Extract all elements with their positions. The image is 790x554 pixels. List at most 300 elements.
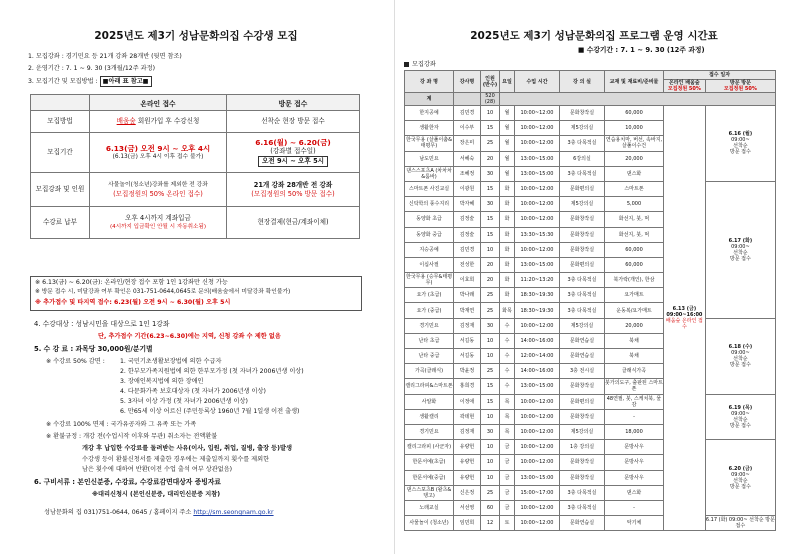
homepage-link[interactable]: http://sm.seongnam.go.kr <box>193 509 274 516</box>
day: 월 <box>500 121 515 136</box>
online-courses: 사물놀이(청소년)강좌를 제외한 전 강좌 <box>108 181 208 188</box>
recruitment-notice-page <box>0 0 392 554</box>
online-date-cell <box>664 106 706 531</box>
capacity: 15 <box>481 121 500 136</box>
class-time: 11:20~13:20 <box>515 273 560 288</box>
section-4: 4. 수강대상 : 성남시민을 대상으로 1인 1강좌 <box>34 320 170 328</box>
instructor: 유량헌 <box>454 455 481 470</box>
capacity: 30 <box>481 424 500 439</box>
materials: 60,000 <box>605 242 664 257</box>
course-name: 경기민요 <box>405 318 454 333</box>
course-name: 난타 중급 <box>405 349 454 364</box>
classroom: 3층 다목적실 <box>560 288 605 303</box>
class-time: 13:00~15:00 <box>515 257 560 272</box>
capacity: 15 <box>481 227 500 242</box>
course-name: 동양화 초급 <box>405 212 454 227</box>
course-name: 댄스스포츠A (차차차&룸바) <box>406 167 452 180</box>
section-4-note: 단, 추가접수 기간(6.23~6.30)에는 지역, 신청 강좌 수 제한 없음 <box>98 333 281 340</box>
visit-date-cell <box>705 394 775 440</box>
instructor: 이수부 <box>454 121 481 136</box>
classroom: 3층 전시실 <box>560 364 605 379</box>
capacity: 30 <box>481 197 500 212</box>
class-time: 10:00~12:00 <box>515 440 560 455</box>
materials: 요가매트 <box>605 288 664 303</box>
materials: 20,000 <box>605 318 664 333</box>
day: 수 <box>500 318 515 333</box>
online-cell <box>90 133 227 173</box>
course-name: 한국무용 (살풀이춤&태평무) <box>405 137 453 150</box>
visit-line2: 09:00~ <box>731 471 750 478</box>
visit-line2: 09:00~ <box>731 137 750 144</box>
classroom: 제5강의실 <box>560 424 605 439</box>
col-online-header: 온라인 접수 <box>90 95 227 111</box>
total-value: 520 (28) <box>481 93 500 106</box>
visit-cell <box>227 133 360 173</box>
section-6-note: ※대리신청시 (본인신분증, 대리인신분증 지참) <box>92 491 221 498</box>
course-name: 경기민요 <box>405 424 454 439</box>
instructor: 전성한 <box>454 257 481 272</box>
class-time: 10:00~12:00 <box>515 409 560 424</box>
classroom: 문화창작실 <box>560 470 605 485</box>
materials: 18,000 <box>605 424 664 439</box>
row-header: 모집강좌 및 인원 <box>31 173 90 207</box>
day: 화 <box>500 273 515 288</box>
course-name: 댄스스포츠B (왈츠&탱고) <box>405 485 454 500</box>
instructor: 김정술 <box>454 227 481 242</box>
classroom: 3층 다목적실 <box>560 485 605 500</box>
note-3: ※ 추가접수 및 타지역 접수: 6.23(월) 오전 9시 ~ 6.30(월) 오후 5시 <box>35 299 231 306</box>
capacity: 10 <box>481 242 500 257</box>
instructor: 홍희경 <box>454 379 481 394</box>
capacity: 10 <box>481 333 500 348</box>
day: 화목 <box>500 303 515 318</box>
instructor: 임민희 <box>454 516 481 531</box>
fee-free: ※ 수강료 100% 면제 : 국가유공자와 그 유족 또는 가족 <box>46 421 197 428</box>
day: 금 <box>500 455 515 470</box>
course-name: 생활한자 <box>405 121 454 136</box>
fee-item: 6. 만65세 이상 어르신 (주민등록상 1960년 7월 1일생 이전 출생) <box>120 408 300 415</box>
class-time: 18:30~19:30 <box>515 288 560 303</box>
instructor: 서혜숙 <box>454 151 481 166</box>
classroom: 문화연습실 <box>560 333 605 348</box>
note-1: ※ 6.13(금) ~ 6.20(금): 온라인/현장 접수 포함 1인 1강좌만 신청 가능 <box>35 279 228 286</box>
instructor: 서길동 <box>454 333 481 348</box>
item-3-text: 3. 모집기간 및 모집방법 : <box>28 78 100 85</box>
materials: 5,000 <box>605 197 664 212</box>
course-name: 캘리그라피 (사군자) <box>405 440 454 455</box>
class-time: 10:00~12:00 <box>515 394 560 409</box>
fee-item: 3. 장애인복지법에 의한 장애인 <box>120 378 204 385</box>
visit-date: 6.17 (화) <box>728 237 753 244</box>
instructor: 곽데현 <box>454 409 481 424</box>
capacity: 10 <box>481 455 500 470</box>
notes-box <box>30 276 362 311</box>
capacity: 15 <box>481 212 500 227</box>
online-cell: 배움숲 회원가입 후 수강신청 <box>90 111 227 133</box>
class-time: 10:00~12:00 <box>515 197 560 212</box>
instructor: 이효희 <box>454 273 481 288</box>
online-date: 6.13 (금) <box>672 306 697 313</box>
instructor: 김민경 <box>454 106 481 121</box>
materials: 북채 <box>605 333 664 348</box>
capacity: 30 <box>481 166 500 181</box>
footer-contact: 성남문화의 집 031)751-0644, 0645 / 홈페이지 주소 <box>44 509 192 516</box>
visit-line3: 선착순 <box>733 416 748 423</box>
row-header: 모집방법 <box>31 111 90 133</box>
course-name: 노래교실 <box>405 500 454 515</box>
baeumsup-link[interactable]: 배움숲 <box>116 117 136 125</box>
table-row <box>405 440 776 455</box>
instructor: 김정술 <box>454 212 481 227</box>
capacity: 15 <box>481 181 500 196</box>
day: 월 <box>500 151 515 166</box>
course-name: 사알화 <box>405 394 454 409</box>
visit-line2: 09:00~ <box>731 243 750 250</box>
class-time: 13:00~15:00 <box>515 151 560 166</box>
schedule-table <box>404 70 776 531</box>
instructor: 장은미 <box>454 136 481 151</box>
visit-line2: 09:00~ <box>731 350 750 357</box>
course-name: 스마트폰 사진교실 <box>405 181 454 196</box>
online-time: 09:00~16:00 <box>666 312 703 319</box>
instructor: 박나래 <box>454 288 481 303</box>
section-label-text: 모집강좌 <box>412 61 436 68</box>
day: 수 <box>500 333 515 348</box>
capacity: 10 <box>481 409 500 424</box>
refund-rule-4: 남은 횟수에 대하여 반환(이전 수업 출석 여부 상관없음) <box>82 466 233 473</box>
right-title: 2025년도 제3기 성남문화의집 프로그램 운영 시간표 <box>470 30 718 42</box>
class-time: 10:00~12:00 <box>515 212 560 227</box>
row-header: 모집기간 <box>31 133 90 173</box>
day: 금 <box>500 485 515 500</box>
section-6: 6. 구비서류 : 본인신분증, 수강료, 수강료감면대상자 증빙자료 <box>34 478 221 486</box>
materials: 20,000 <box>605 151 664 166</box>
classroom: 3층 다목적실 <box>560 273 605 288</box>
materials: - <box>605 409 664 424</box>
class-time: 15:00~17:00 <box>515 485 560 500</box>
last-visit-cell: 6.17 (화) 09:00~ 선착순 방문 접수 <box>705 517 775 530</box>
day: 화 <box>500 288 515 303</box>
materials: 문방사우 <box>605 440 664 455</box>
instructor: 이광원 <box>454 181 481 196</box>
instructor: 유량헌 <box>454 440 481 455</box>
table-row <box>405 394 776 409</box>
refund-rule: ※ 환불규정 : 개강 전(수업시작 이후와 무관) 취소자는 전액환불 <box>46 433 218 440</box>
capacity: 60 <box>481 500 500 515</box>
th-visit-label: 방문 방문 <box>729 80 751 86</box>
schedule-page <box>398 0 790 554</box>
classroom: 제5강의실 <box>560 197 605 212</box>
classroom: 문화편의실 <box>560 394 605 409</box>
left-title: 2025년도 제3기 성남문화의집 수강생 모집 <box>94 30 298 42</box>
instructor: 유량헌 <box>454 470 481 485</box>
th-visit <box>705 80 775 93</box>
online-cell <box>90 173 227 207</box>
day: 월 <box>500 106 515 121</box>
day: 목 <box>500 394 515 409</box>
visit-date-cell <box>705 106 775 182</box>
instructor: 서길동 <box>454 349 481 364</box>
th-online <box>664 80 706 93</box>
online-cell <box>90 207 227 239</box>
total-row <box>405 93 776 106</box>
materials: 댄스화 <box>605 166 664 181</box>
visit-line4: 방문 접수 <box>729 149 751 156</box>
class-time: 10:00~12:00 <box>515 181 560 196</box>
section-label <box>404 60 436 69</box>
table-row <box>31 133 360 173</box>
fee-item: 2. 한부모가족지원법에 의한 한부모가정 (첫 자녀가 2006년생 이상) <box>120 368 304 375</box>
classroom: 문화창작실 <box>560 455 605 470</box>
capacity: 20 <box>481 151 500 166</box>
th-capacity: 인원 (반수) <box>481 71 500 93</box>
table-row <box>405 516 776 531</box>
right-subtitle: ■ 수강기간 : 7. 1 ~ 9. 30 (12주 과정) <box>578 46 705 54</box>
classroom: 1층 강의실 <box>560 440 605 455</box>
instructor: 조혜정 <box>454 166 481 181</box>
class-time: 13:00~15:00 <box>515 470 560 485</box>
classroom: 문화창작실 <box>560 227 605 242</box>
th-day: 요일 <box>500 71 515 93</box>
fee-item: 5. 3자녀 이상 가정 (첫 자녀가 2006년생 이상) <box>120 398 248 405</box>
class-time: 13:00~15:00 <box>515 379 560 394</box>
online-payment: 오후 4시까지 계좌입금 <box>125 213 191 222</box>
capacity: 30 <box>481 318 500 333</box>
classroom: 문화편의실 <box>560 257 605 272</box>
materials: 붓가의도구, 출판된 스마트폰 <box>605 380 663 393</box>
visit-date-cell <box>705 181 775 318</box>
th-dates: 접수 일자 <box>664 71 776 80</box>
day: 화 <box>500 257 515 272</box>
class-time: 10:00~12:00 <box>515 500 560 515</box>
visit-date-cell <box>705 440 775 516</box>
visit-courses: 21개 강좌 28개반 전 강좌 <box>253 180 333 189</box>
th-time: 수업 시간 <box>515 71 560 93</box>
class-time: 10:00~12:00 <box>515 455 560 470</box>
th-course: 강 좌 명 <box>405 71 454 93</box>
capacity: 12 <box>481 516 500 531</box>
instructor: 김정재 <box>454 424 481 439</box>
visit-cell: 현장결제(현금/계좌이체) <box>227 207 360 239</box>
day: 화 <box>500 212 515 227</box>
day: 토 <box>500 516 515 531</box>
table-row <box>31 173 360 207</box>
table-row <box>31 207 360 239</box>
visit-line4: 방문 접수 <box>729 255 751 262</box>
day: 금 <box>500 470 515 485</box>
class-time: 10:00~12:00 <box>515 106 560 121</box>
item-2: 2. 운영기간 : 7. 1 ~ 9. 30 (3개월/12주 과정) <box>28 65 156 72</box>
course-name: 동양화 중급 <box>405 227 454 242</box>
classroom: 문화편의실 <box>560 181 605 196</box>
visit-date: 6.16 (월) <box>728 131 753 138</box>
visit-line3: 선착순 <box>733 143 748 150</box>
materials: - <box>605 500 664 515</box>
total-label: 계 <box>405 93 454 106</box>
table-corner <box>31 95 90 111</box>
classroom: 문화창작실 <box>560 409 605 424</box>
instructor: 박윤정 <box>454 364 481 379</box>
visit-period-note: (강좌별 접수일) <box>270 147 316 155</box>
visit-line3: 선착순 <box>733 249 748 256</box>
th-materials: 교재 및 재료비/준비물 <box>605 71 664 93</box>
day: 화 <box>500 197 515 212</box>
materials: 북가락(개인), 한삼 <box>605 273 664 288</box>
course-name: 캘리그라피&스마트폰 <box>405 379 454 394</box>
instructor: 박재연 <box>454 303 481 318</box>
square-bullet-icon <box>404 62 409 67</box>
online-payment-note: (4시까지 입금확인 안될 시 자동취소됨) <box>109 223 207 230</box>
course-name: 한국무용 (승무&태평무) <box>405 274 453 287</box>
visit-hours: 오전 9시 ~ 오후 5시 <box>258 156 328 167</box>
class-time: 14:00~16:00 <box>515 333 560 348</box>
day: 월 <box>500 166 515 181</box>
instructor: 김민경 <box>454 242 481 257</box>
materials: 악기체 <box>605 516 664 531</box>
materials: 문방사우 <box>605 455 664 470</box>
day: 화 <box>500 242 515 257</box>
visit-cell: 선착순 현장 방문 접수 <box>227 111 360 133</box>
capacity: 20 <box>481 257 500 272</box>
online-note: 배움숲 온라인 접수 <box>665 318 703 331</box>
th-online-quota: 모집정원 50% <box>667 86 701 92</box>
day: 화 <box>500 181 515 196</box>
th-room: 강 의 실 <box>560 71 605 93</box>
day: 수 <box>500 349 515 364</box>
materials: 북채 <box>605 349 664 364</box>
class-time: 10:00~12:00 <box>515 242 560 257</box>
th-visit-quota: 모집정원 50% <box>723 86 757 92</box>
instructor: 신은정 <box>454 485 481 500</box>
instructor: 박자혜 <box>454 197 481 212</box>
class-time: 13:00~15:00 <box>515 166 560 181</box>
total-empty <box>454 93 481 106</box>
refund-rule-3: 수강생 등이 환불신청서를 제출한 경우에는 제출일까지 횟수를 제외한 <box>82 456 270 463</box>
classroom: 제5강의실 <box>560 318 605 333</box>
th-instructor: 강사명 <box>454 71 481 93</box>
capacity: 10 <box>481 440 500 455</box>
materials: 스마트폰 <box>605 181 664 196</box>
class-time: 10:00~12:00 <box>515 121 560 136</box>
class-time: 10:00~12:00 <box>515 516 560 531</box>
day: 수 <box>500 364 515 379</box>
footer <box>44 508 274 517</box>
fee-item: 1. 국민기초생활보장법에 의한 수급자 <box>120 358 222 365</box>
course-name: 한지공예 <box>405 106 454 121</box>
materials: 화선지, 붓, 먹 <box>605 212 664 227</box>
course-name: 지승공예 <box>405 242 454 257</box>
row-header: 수강료 납부 <box>31 207 90 239</box>
visit-line4: 방문 접수 <box>729 422 751 429</box>
classroom: 3층 다목적실 <box>560 166 605 181</box>
class-time: 10:00~12:00 <box>515 136 560 151</box>
course-name: 신탁학의 풍수지리 <box>405 197 454 212</box>
day: 화 <box>500 227 515 242</box>
schedule-body <box>405 106 776 531</box>
materials: 48연필, 붓, 스케치북, 물감 <box>605 394 664 409</box>
online-period: 6.13(금) 오전 9시 ~ 오후 4시 <box>105 143 211 153</box>
online-quota: (모집정원의 50% 온라인 접수) <box>113 189 203 198</box>
materials: 연습용치마, 버선, 속바지, 살풀이수건 <box>605 137 663 150</box>
visit-date: 6.19 (목) <box>728 404 753 411</box>
method-badge: ■아래 표 참고■ <box>100 76 152 87</box>
course-name: 가곡(클래식) <box>405 364 454 379</box>
total-empty <box>500 93 776 106</box>
classroom: 문화창작실 <box>560 379 605 394</box>
course-name: 한문서예(중급) <box>405 470 454 485</box>
capacity: 25 <box>481 364 500 379</box>
day: 금 <box>500 500 515 515</box>
materials: 운동복/요가매트 <box>605 303 664 318</box>
day: 목 <box>500 409 515 424</box>
course-name: 한문서예(초급) <box>405 455 454 470</box>
classroom: 문화연습실 <box>560 349 605 364</box>
classroom: 제5강의실 <box>560 121 605 136</box>
classroom: 6강의실 <box>560 151 605 166</box>
visit-date: 6.18 (수) <box>728 344 753 351</box>
course-name: 요가 (초급) <box>405 288 454 303</box>
visit-line4: 방문 접수 <box>729 483 751 490</box>
class-time: 12:00~14:00 <box>515 349 560 364</box>
class-time: 18:30~19:30 <box>515 303 560 318</box>
materials: 60,000 <box>605 257 664 272</box>
classroom: 3층 다목적실 <box>560 303 605 318</box>
fee-item: 4. 다문화가족 보호대상자 (첫 자녀가 2006년생 이상) <box>120 388 266 395</box>
classroom: 3층 다목적실 <box>560 136 605 151</box>
instructor: 서선영 <box>454 500 481 515</box>
class-time: 10:00~12:00 <box>515 318 560 333</box>
refund-rule-2: 개강 후 납입한 수강료를 돌려받는 사유(이사, 입원, 취업, 질병, 출장 등)발생 <box>82 445 292 452</box>
day: 월 <box>500 136 515 151</box>
course-name: 남도민요 <box>405 151 454 166</box>
classroom: 문화창작실 <box>560 106 605 121</box>
classroom: 문화창작실 <box>560 212 605 227</box>
recruitment-table <box>30 94 360 239</box>
materials: 화선지, 붓, 먹 <box>605 227 664 242</box>
materials: 문방사우 <box>605 470 664 485</box>
day: 목 <box>500 424 515 439</box>
visit-line3: 선착순 <box>733 477 748 484</box>
class-time: 13:30~15:30 <box>515 227 560 242</box>
capacity: 10 <box>481 470 500 485</box>
visit-line3: 선착순 <box>733 356 748 363</box>
page-divider <box>394 0 395 554</box>
table-row <box>405 181 776 196</box>
visit-line4: 방문 접수 <box>729 362 751 369</box>
item-3 <box>28 76 152 87</box>
course-name: 사물놀이 (청소년) <box>405 516 454 531</box>
th-online-label: 온라인 배움숲 <box>669 80 700 86</box>
capacity: 15 <box>481 394 500 409</box>
day: 금 <box>500 440 515 455</box>
table-row <box>31 111 360 133</box>
item-1: 1. 모집강좌 : 경기민요 등 21개 강좌 28개반 (뒷면 참조) <box>28 53 182 60</box>
capacity: 25 <box>481 288 500 303</box>
classroom: 문화창작실 <box>560 242 605 257</box>
online-period-note: (6.13(금) 오후 4시 이후 접수 불가) <box>112 153 204 160</box>
instructor: 이정애 <box>454 394 481 409</box>
fee-label: ※ 수강료 50% 감면 : <box>46 358 105 365</box>
materials: 10,000 <box>605 121 664 136</box>
visit-date-cell <box>705 318 775 394</box>
materials: 60,000 <box>605 106 664 121</box>
visit-period: 6.16(월) ~ 6.20(금) <box>255 138 331 147</box>
materials: 댄스화 <box>605 485 664 500</box>
capacity: 20 <box>481 273 500 288</box>
course-name: 요가 (중급) <box>405 303 454 318</box>
visit-date: 6.20 (금) <box>728 465 753 472</box>
table-row <box>405 318 776 333</box>
